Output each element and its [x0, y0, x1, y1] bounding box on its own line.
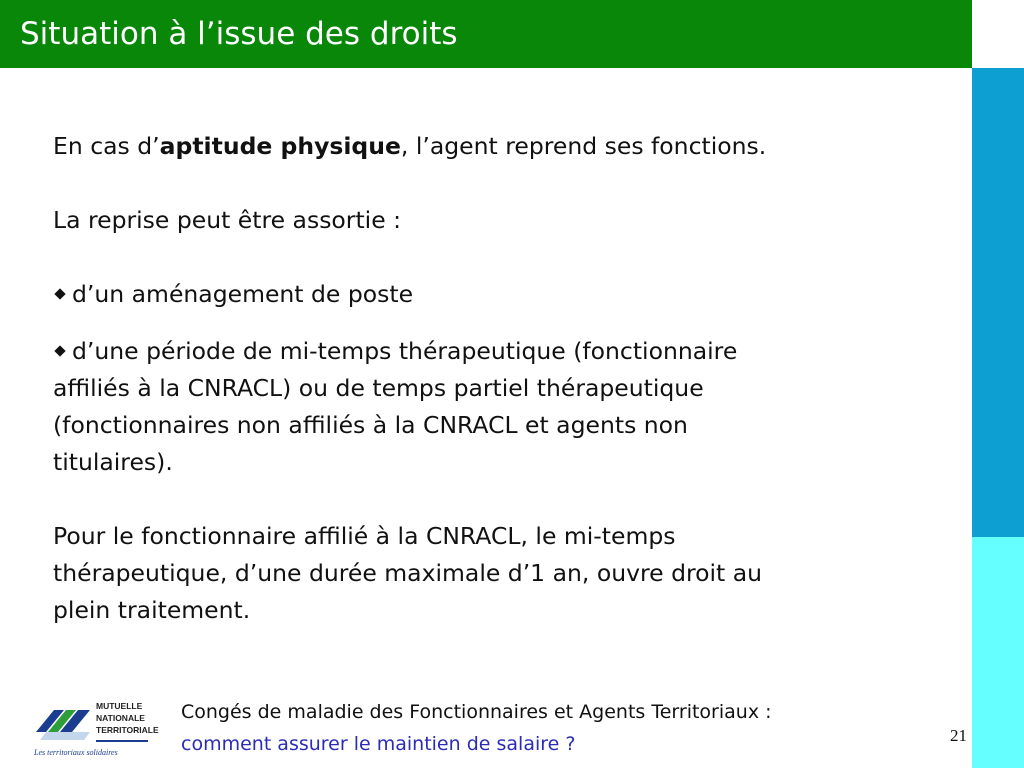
bullet2-line1: d’une période de mi-temps thérapeutique (fonctionnaire: [72, 337, 738, 365]
logo-line2: NATIONALE: [96, 713, 145, 723]
logo-divider: [96, 740, 148, 742]
p3-line3: plein traitement.: [53, 596, 251, 624]
side-band-blue: [972, 68, 1024, 537]
side-band-cyan: [972, 537, 1024, 768]
p1-bold: aptitude physique: [159, 132, 401, 160]
side-band-top: [972, 0, 1024, 68]
paragraph-aptitude: [53, 128, 953, 165]
p3-line2: thérapeutique, d’une durée maximale d’1 an, ouvre droit au: [53, 559, 763, 587]
logo-tagline: Les territoriaux solidaires: [34, 748, 118, 757]
bullet2-line4: titulaires).: [53, 448, 173, 476]
bullet2-line3: (fonctionnaires non affiliés à la CNRACL et agents non: [53, 411, 688, 439]
mnt-logo: [34, 700, 159, 762]
slide-title: Situation à l’issue des droits: [20, 16, 458, 52]
logo-wordmark: [96, 700, 159, 736]
slide-body: [53, 128, 953, 629]
page-number: 21: [950, 726, 967, 745]
diamond-bullet-icon: [54, 345, 65, 356]
bullet1-text: d’un aménagement de poste: [72, 280, 414, 308]
title-bar: [0, 0, 972, 68]
bullet2-line2: affiliés à la CNRACL) ou de temps partiel thérapeutique: [53, 374, 704, 402]
footer-subtitle: comment assurer le maintien de salaire ?: [181, 733, 576, 755]
bullet-mi-temps: [53, 333, 953, 481]
p3-line1: Pour le fonctionnaire affilié à la CNRACL, le mi-temps: [53, 522, 676, 550]
logo-line3: TERRITORIALE: [96, 725, 159, 735]
p1-prefix: En cas d’: [53, 132, 160, 160]
footer-title: Congés de maladie des Fonctionnaires et Agents Territoriaux :: [181, 701, 772, 723]
mnt-logo-icon: [34, 702, 94, 746]
logo-line1: MUTUELLE: [96, 701, 143, 711]
paragraph-reprise: La reprise peut être assortie :: [53, 206, 402, 234]
p1-suffix: , l’agent reprend ses fonctions.: [400, 132, 767, 160]
bullet-amenagement: [53, 276, 953, 313]
diamond-bullet-icon: [54, 288, 65, 299]
paragraph-cnracl: [53, 518, 953, 629]
